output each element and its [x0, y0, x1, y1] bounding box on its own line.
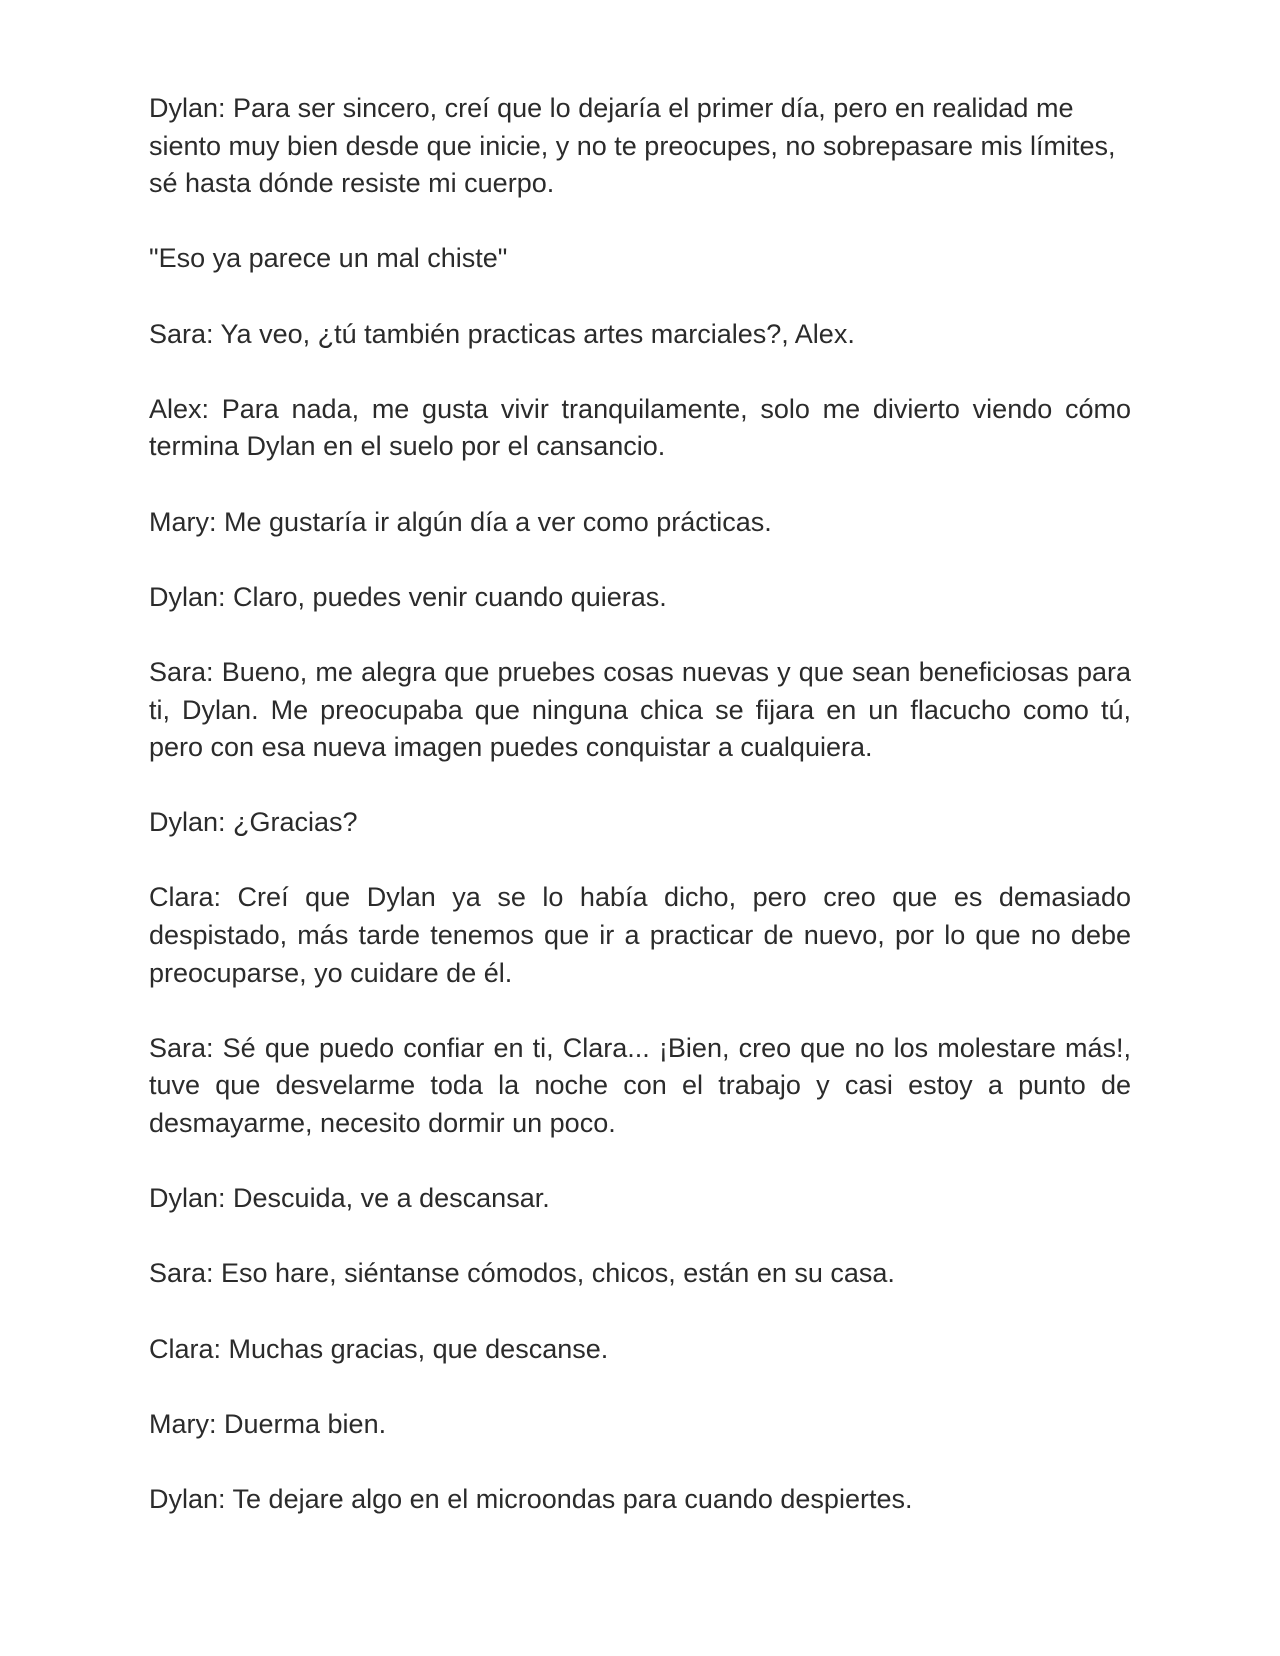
- dialogue-paragraph: Sara: Bueno, me alegra que pruebes cosas nuevas y que sean beneficiosas para ti, Dylan. Me preocupaba que ninguna chica se fijara en un flacucho como tú, pero con esa nueva imagen puedes conquistar a cualquiera.: [149, 656, 1131, 763]
- dialogue-paragraph: Dylan: Para ser sincero, creí que lo dejaría el primer día, pero en realidad me siento muy bien desde que inicie, y no te preocupes, no sobrepasare mis límites, sé hasta dónde resiste mi cuerpo.: [149, 93, 1116, 199]
- dialogue-paragraph: Alex: Para nada, me gusta vivir tranquilamente, solo me divierto viendo cómo termina Dylan en el suelo por el cansancio.: [149, 393, 1131, 462]
- document-page: [149, 90, 1131, 1556]
- dialogue-paragraph: Clara: Creí que Dylan ya se lo había dicho, pero creo que es demasiado despistado, más tarde tenemos que ir a practicar de nuevo, por lo que no debe preocuparse, yo cuidare de él.: [149, 882, 1131, 988]
- dialogue-paragraph: Dylan: Te dejare algo en el microondas para cuando despiertes.: [149, 1483, 913, 1514]
- dialogue-paragraph: Clara: Muchas gracias, que descanse.: [149, 1333, 609, 1364]
- dialogue-paragraph: Sara: Ya veo, ¿tú también practicas artes marciales?, Alex.: [149, 318, 855, 349]
- dialogue-paragraph: Dylan: Claro, puedes venir cuando quieras.: [149, 581, 667, 612]
- dialogue-paragraph: Sara: Sé que puedo confiar en ti, Clara... ¡Bien, creo que no los molestare más!, tuve que desvelarme toda la noche con el trabajo y casi estoy a punto de desmayarme, necesito dormir un poco.: [149, 1032, 1131, 1139]
- dialogue-paragraph: Mary: Duerma bien.: [149, 1408, 387, 1439]
- dialogue-paragraph: Dylan: Descuida, ve a descansar.: [149, 1183, 550, 1214]
- dialogue-paragraph: Mary: Me gustaría ir algún día a ver como prácticas.: [149, 506, 772, 537]
- dialogue-paragraph: Dylan: ¿Gracias?: [149, 807, 358, 838]
- thought-paragraph: "Eso ya parece un mal chiste": [149, 243, 508, 274]
- dialogue-paragraph: Sara: Eso hare, siéntanse cómodos, chicos, están en su casa.: [149, 1258, 895, 1289]
